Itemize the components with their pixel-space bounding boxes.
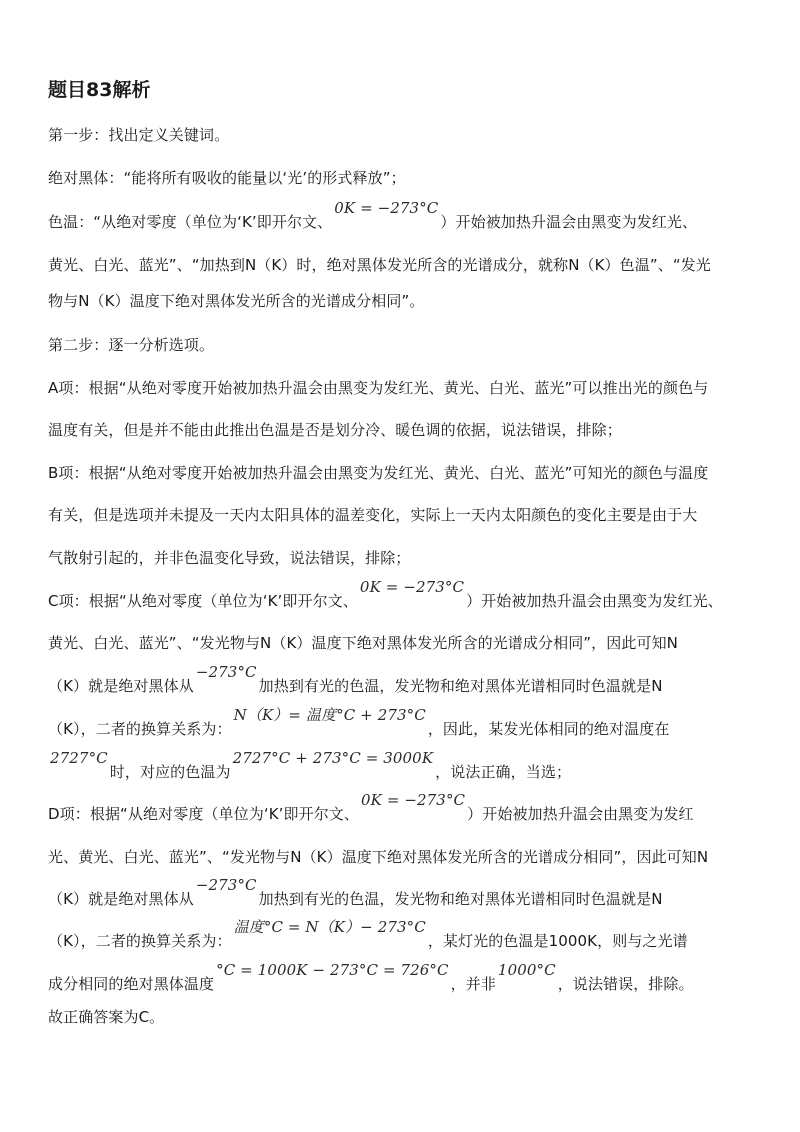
- text-segment: 加热到有光的色温，发光物和绝对黑体光谱相同时色温就是N: [258, 677, 663, 695]
- text-line: 黄光、白光、蓝光”、“加热到N（K）时，绝对黑体发光所含的光谱成分，就称N（K）色温”、“发光: [48, 256, 711, 274]
- text-segment: D项：根据“从绝对零度（单位为‘K’即开尔文、: [48, 805, 359, 823]
- math-formula: 1000°C: [497, 961, 556, 979]
- text-segment: （K），二者的换算关系为：: [48, 720, 232, 738]
- text-line: [48, 791, 694, 826]
- math-formula: 温度°C = N（K）− 273°C: [233, 918, 426, 936]
- math-formula: °C = 1000K − 273°C = 726°C: [216, 961, 449, 979]
- math-formula: 2727°C + 273°C = 3000K: [232, 749, 434, 767]
- text-segment: ，说法正确，当选；: [435, 763, 572, 781]
- math-formula: −273°C: [195, 663, 257, 681]
- text-line: 温度有关，但是并不能由此推出色温是否是划分冷、暖色调的依据，说法错误，排除；: [48, 421, 622, 439]
- text-line: B项：根据“从绝对零度开始被加热升温会由黑变为发红光、黄光、白光、蓝光”可知光的颜色与温度: [48, 464, 709, 482]
- math-formula: −273°C: [195, 876, 257, 894]
- math-formula: 0K = −273°C: [359, 578, 465, 596]
- text-line: 故正确答案为C。: [48, 1008, 165, 1026]
- text-segment: ）开始被加热升温会由黑变为发红: [467, 805, 694, 823]
- text-line: 有关，但是选项并未提及一天内太阳具体的温差变化，实际上一天内太阳颜色的变化主要是由于大: [48, 506, 698, 524]
- math-formula: 0K = −273°C: [334, 199, 439, 217]
- text-line: 光、黄光、白光、蓝光”、“发光物与N（K）温度下绝对黑体发光所含的光谱成分相同”，因此可知N: [48, 848, 709, 866]
- text-line: [48, 918, 688, 953]
- text-segment: （K）就是绝对黑体从: [48, 890, 194, 908]
- text-segment: （K），二者的换算关系为：: [48, 932, 232, 950]
- math-formula: 0K = −273°C: [361, 791, 466, 809]
- text-line: [48, 199, 698, 234]
- text-segment: 时，对应的色温为: [109, 763, 231, 781]
- text-line: [48, 578, 723, 613]
- text-segment: ，某灯光的色温是1000K，则与之光谱: [427, 932, 688, 950]
- text-line: 物与N（K）温度下绝对黑体发光所含的光谱成分相同”。: [48, 292, 425, 310]
- text-line: 绝对黑体：“能将所有吸收的能量以‘光’的形式释放”；: [48, 169, 406, 187]
- text-segment: ，因此，某发光体相同的绝对温度在: [427, 720, 670, 738]
- text-segment: （K）就是绝对黑体从: [48, 677, 194, 695]
- page-title: 题目83解析: [48, 79, 151, 101]
- text-segment: 色温：“从绝对零度（单位为‘K’即开尔文、: [48, 213, 333, 231]
- math-formula: 2727°C: [50, 749, 108, 767]
- text-segment: ，并非: [450, 975, 496, 993]
- text-line: [48, 706, 670, 741]
- math-formula: N（K）= 温度°C + 273°C: [233, 706, 426, 724]
- text-segment: ）开始被加热升温会由黑变为发红光、: [440, 213, 698, 231]
- text-line: 第二步：逐一分析选项。: [48, 336, 215, 354]
- text-line: [48, 663, 663, 698]
- text-segment: ，说法错误，排除。: [557, 975, 694, 993]
- text-line: [48, 961, 694, 996]
- text-line: 第一步：找出定义关键词。: [48, 126, 230, 144]
- text-line: 气散射引起的，并非色温变化导致，说法错误，排除；: [48, 549, 411, 567]
- text-line: [48, 876, 663, 911]
- text-segment: ）开始被加热升温会由黑变为发红光、: [466, 592, 723, 610]
- text-segment: 加热到有光的色温，发光物和绝对黑体光谱相同时色温就是N: [258, 890, 663, 908]
- text-segment: 成分相同的绝对黑体温度: [48, 975, 215, 993]
- text-line: [48, 749, 572, 784]
- text-line: A项：根据“从绝对零度开始被加热升温会由黑变为发红光、黄光、白光、蓝光”可以推出光的颜色与: [48, 379, 709, 397]
- text-segment: C项：根据“从绝对零度（单位为‘K’即开尔文、: [48, 592, 358, 610]
- text-line: 黄光、白光、蓝光”、“发光物与N（K）温度下绝对黑体发光所含的光谱成分相同”，因此可知N: [48, 634, 678, 652]
